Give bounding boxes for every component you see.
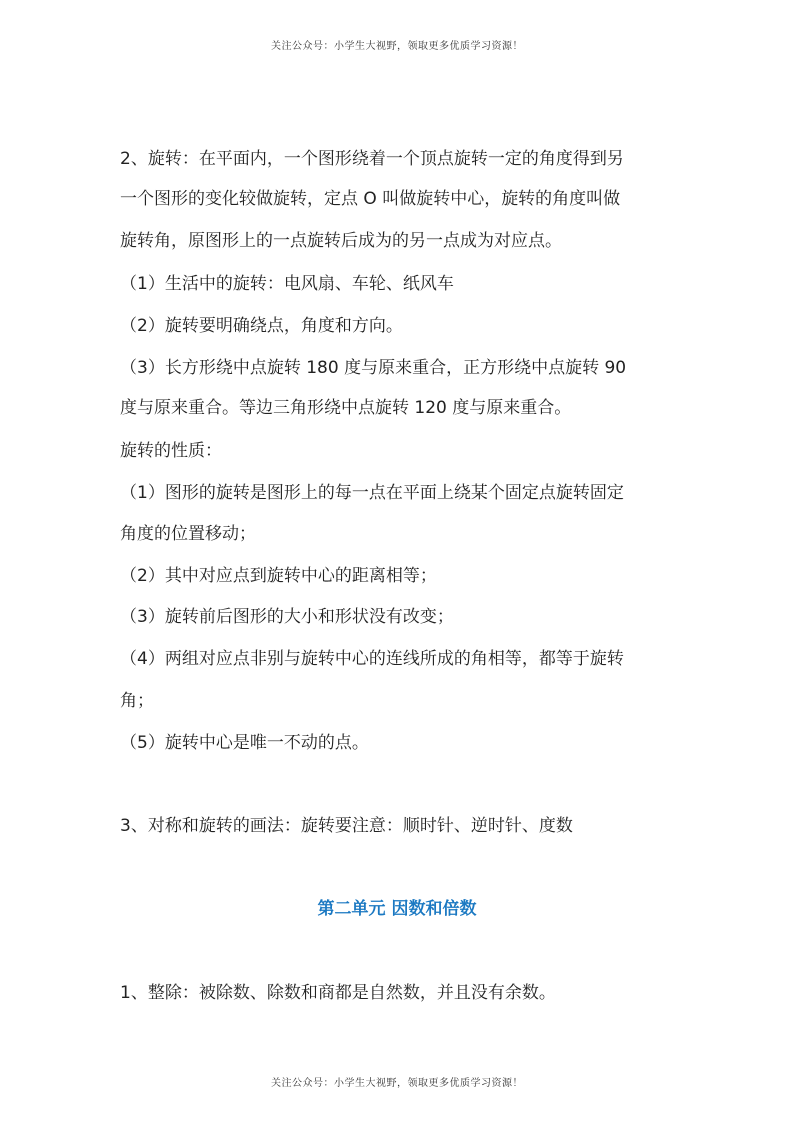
text-line: 1、整除：被除数、除数和商都是自然数，并且没有余数。 (120, 983, 556, 1003)
text-line: （3）长方形绕中点旋转 180 度与原来重合，正方形绕中点旋转 90 (120, 358, 627, 378)
text-line: （2）其中对应点到旋转中心的距离相等； (120, 566, 437, 586)
footer-banner: 关注公众号：小学生大视野，领取更多优质学习资源！ (271, 1078, 523, 1089)
text-line: （3）旋转前后图形的大小和形状没有改变； (120, 607, 454, 627)
text-line: （1）生活中的旋转：电风扇、车轮、纸风车 (120, 274, 454, 294)
text-line: 3、对称和旋转的画法：旋转要注意：顺时针、逆时针、度数 (120, 816, 573, 836)
text-line: （4）两组对应点非别与旋转中心的连线所成的角相等，都等于旋转 (120, 649, 624, 669)
text-line: 一个图形的变化较做旋转，定点 O 叫做旋转中心，旋转的角度叫做 (120, 189, 621, 209)
text-line: （5）旋转中心是唯一不动的点。 (120, 733, 369, 753)
text-line: 2、旋转：在平面内，一个图形绕着一个顶点旋转一定的角度得到另 (120, 149, 624, 169)
text-line: （1）图形的旋转是图形上的每一点在平面上绕某个固定点旋转固定 (120, 483, 624, 503)
text-line: 旋转的性质： (120, 441, 222, 461)
header-banner: 关注公众号：小学生大视野，领取更多优质学习资源！ (271, 41, 523, 52)
text-line: 度与原来重合。等边三角形绕中点旋转 120 度与原来重合。 (120, 398, 572, 418)
text-line: 角度的位置移动； (120, 524, 256, 544)
text-line: 旋转角，原图形上的一点旋转后成为的另一点成为对应点。 (120, 231, 562, 251)
section-heading: 第二单元 因数和倍数 (317, 899, 477, 919)
text-line: （2）旋转要明确绕点，角度和方向。 (120, 316, 403, 336)
text-line: 角； (120, 691, 154, 711)
